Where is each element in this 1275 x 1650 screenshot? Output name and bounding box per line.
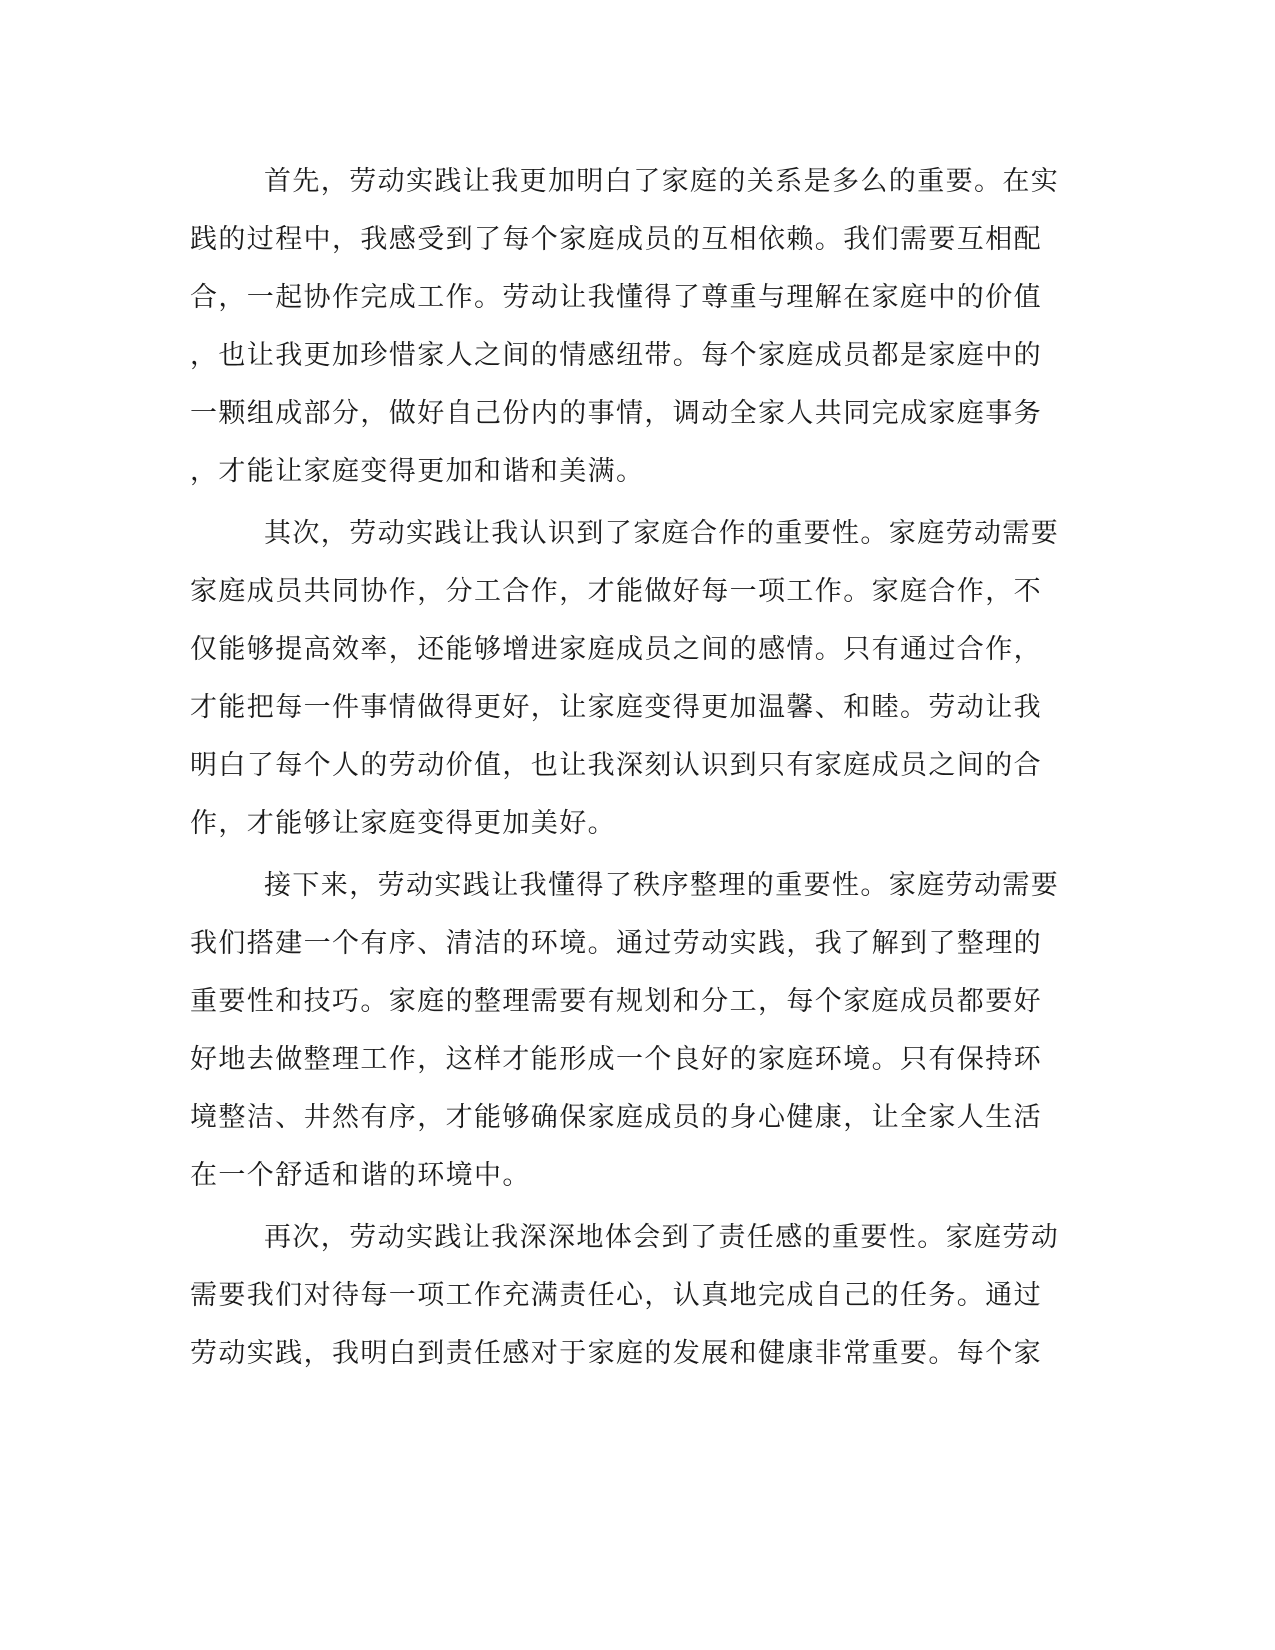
paragraph-4-line-2: 需要我们对待每一项工作充满责任心，认真地完成自己的任务。通过 xyxy=(190,1280,1042,1311)
paragraph-2-line-1: 其次，劳动实践让我认识到了家庭合作的重要性。家庭劳动需要 xyxy=(264,518,1060,549)
paragraph-3-line-4: 好地去做整理工作，这样才能形成一个良好的家庭环境。只有保持环 xyxy=(190,1044,1042,1075)
paragraph-3-line-6: 在一个舒适和谐的环境中。 xyxy=(190,1160,531,1191)
paragraph-1-line-3: 合，一起协作完成工作。劳动让我懂得了尊重与理解在家庭中的价值 xyxy=(190,282,1042,313)
paragraph-2-line-5: 明白了每个人的劳动价值，也让我深刻认识到只有家庭成员之间的合 xyxy=(190,750,1042,781)
paragraph-3-line-3: 重要性和技巧。家庭的整理需要有规划和分工，每个家庭成员都要好 xyxy=(190,986,1042,1017)
paragraph-1-line-5: 一颗组成部分，做好自己份内的事情，调动全家人共同完成家庭事务 xyxy=(190,398,1042,429)
paragraph-4-line-1: 再次，劳动实践让我深深地体会到了责任感的重要性。家庭劳动 xyxy=(264,1222,1060,1253)
paragraph-3-line-2: 我们搭建一个有序、清洁的环境。通过劳动实践，我了解到了整理的 xyxy=(190,928,1042,959)
paragraph-1-line-1: 首先，劳动实践让我更加明白了家庭的关系是多么的重要。在实 xyxy=(264,166,1060,197)
paragraph-1-line-6: ，才能让家庭变得更加和谐和美满。 xyxy=(190,456,645,487)
paragraph-4-line-3: 劳动实践，我明白到责任感对于家庭的发展和健康非常重要。每个家 xyxy=(190,1338,1042,1369)
paragraph-2-line-6: 作，才能够让家庭变得更加美好。 xyxy=(190,808,616,839)
paragraph-2-line-3: 仅能够提高效率，还能够增进家庭成员之间的感情。只有通过合作， xyxy=(190,634,1042,665)
paragraph-2-line-4: 才能把每一件事情做得更好，让家庭变得更加温馨、和睦。劳动让我 xyxy=(190,692,1042,723)
paragraph-1-line-4: ，也让我更加珍惜家人之间的情感纽带。每个家庭成员都是家庭中的 xyxy=(190,340,1042,371)
paragraph-2-line-2: 家庭成员共同协作，分工合作，才能做好每一项工作。家庭合作，不 xyxy=(190,576,1042,607)
paragraph-3-line-1: 接下来，劳动实践让我懂得了秩序整理的重要性。家庭劳动需要 xyxy=(264,870,1060,901)
paragraph-1-line-2: 践的过程中，我感受到了每个家庭成员的互相依赖。我们需要互相配 xyxy=(190,224,1042,255)
paragraph-3-line-5: 境整洁、井然有序，才能够确保家庭成员的身心健康，让全家人生活 xyxy=(190,1102,1042,1133)
